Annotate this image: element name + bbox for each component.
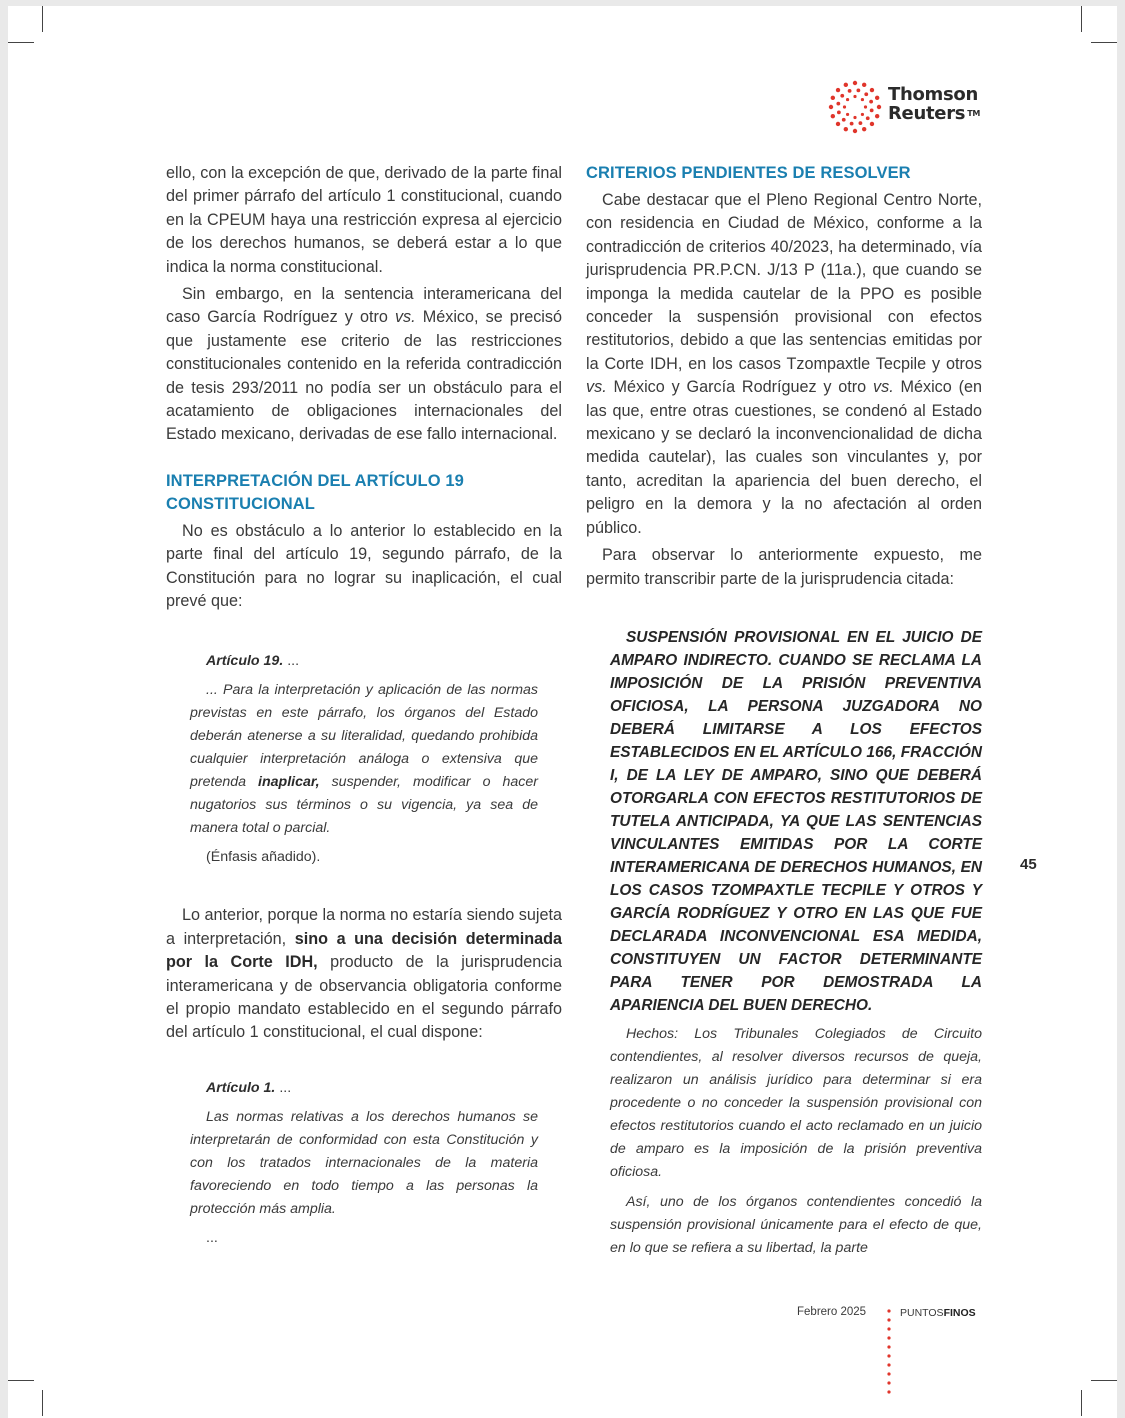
reuters-dots-icon bbox=[828, 80, 882, 134]
logo-dot bbox=[853, 95, 856, 98]
logo-dot bbox=[861, 98, 864, 101]
text-run: suspender, modificar o hacer nugatorios sus términos o su vigencia, ya sea de manera total o parcial. bbox=[190, 773, 539, 837]
logo-dot bbox=[842, 118, 846, 122]
text-run: Sin embargo, en la sentencia interamericana del caso García Rodríguez y otro bbox=[166, 285, 562, 327]
logo-dot bbox=[875, 114, 879, 118]
trademark: TM bbox=[967, 109, 981, 118]
crop-mark bbox=[8, 42, 34, 43]
logo-dot bbox=[877, 105, 881, 109]
divider-dot bbox=[887, 1381, 890, 1384]
text-run: México, se precisó que justamente ese criterio de las restricciones constitucionales contenido en la referida contradicción de tesis 293/2011 no podía ser un obstáculo para el acatamiento de obligaciones internacionales del Estado mexicano, derivadas de ese fallo internacional. bbox=[166, 308, 562, 444]
text-run: México (en las que, entre otras cuestiones, se condenó al Estado mexicano y se declaró la inconvencionalidad de dicha medida cautelar), las cuales son vinculantes y, por tanto, acreditan la apariencia del buen derecho, el peligro en la demora y la no afectación al orden público. bbox=[586, 378, 982, 537]
right-column bbox=[586, 162, 982, 1260]
paragraph: Para observar lo anteriormente expuesto, me permito transcribir parte de la jurisprudencia citada: bbox=[586, 546, 982, 588]
logo-dot bbox=[829, 105, 833, 109]
logo-dot bbox=[844, 83, 848, 87]
divider-dot bbox=[887, 1318, 890, 1321]
logo-dot bbox=[875, 96, 879, 100]
logo-dot bbox=[831, 96, 835, 100]
paragraph bbox=[166, 283, 562, 447]
text-run-italic: vs. bbox=[873, 378, 894, 397]
article-title: Artículo 19. bbox=[206, 652, 284, 669]
ellipsis: ... bbox=[206, 1230, 218, 1247]
footer-brand bbox=[900, 1307, 976, 1319]
divider-dot bbox=[887, 1336, 890, 1339]
jurisprudence-paragraph: Hechos: Los Tribunales Colegiados de Circuito contendientes, al resolver diversos recursos de queja, realizaron un análisis jurídico para determinar si era procedente o no conceder la suspensión provisional con efectos restitutorios cuando el acto reclamado en un juicio de amparo es la imposición de la prisión preventiva oficiosa. bbox=[610, 1025, 982, 1181]
logo-wordmark bbox=[888, 85, 980, 123]
logo-dot bbox=[862, 83, 866, 87]
logo-dot bbox=[864, 105, 867, 108]
logo-dot bbox=[836, 122, 840, 126]
section-heading: CRITERIOS PENDIENTES DE RESOLVER bbox=[586, 164, 911, 182]
logo-dot bbox=[846, 113, 849, 116]
dotted-divider-icon bbox=[886, 1308, 892, 1396]
logo-dot bbox=[837, 111, 841, 115]
bold-emphasis: inaplicar, bbox=[258, 773, 320, 790]
logo-dot bbox=[843, 105, 846, 108]
logo-line-2: Reuters bbox=[888, 103, 966, 124]
text-run: ... Para la interpretación y aplicación de las normas previstas en este párrafo, los órganos del Estado deberán atenerse a su literalidad, quedando prohibida cualquier interpretación análoga o extensiva que pretenda bbox=[190, 681, 538, 790]
crop-mark bbox=[1081, 1390, 1082, 1416]
paragraph: ello, con la excepción de que, derivado de la parte final del primer párrafo del artículo 1 constitucional, cuando en la CPEUM haya una restricción expresa al ejercicio de los derechos humanos, se deberá estar a lo que indica la norma constitucional. bbox=[166, 164, 562, 276]
logo-dot bbox=[864, 92, 868, 96]
logo-dot bbox=[856, 88, 860, 92]
divider-dot bbox=[887, 1372, 890, 1375]
divider-dot bbox=[887, 1309, 890, 1312]
logo-dot bbox=[850, 122, 854, 126]
text-run-italic: vs. bbox=[394, 308, 416, 327]
logo-dot bbox=[853, 81, 857, 85]
crop-mark bbox=[42, 6, 43, 32]
divider-dot bbox=[887, 1345, 890, 1348]
jurisprudence-paragraph: Así, uno de los órganos contendientes concedió la suspensión provisional únicamente para el efecto de que, en lo que se refiera a su libertad, la parte bbox=[610, 1193, 982, 1256]
article-title: Artículo 1. bbox=[206, 1079, 276, 1096]
logo-dot bbox=[862, 127, 866, 131]
logo-dot bbox=[831, 114, 835, 118]
section-heading: INTERPRETACIÓN DEL ARTÍCULO 19 CONSTITUCIONAL bbox=[166, 471, 464, 513]
article-heading bbox=[190, 650, 538, 673]
jurisprudence-title: SUSPENSIÓN PROVISIONAL EN EL JUICIO DE AMPARO INDIRECTO. CUANDO SE RECLAMA LA IMPOSICIÓN DE LA PRISIÓN PREVENTIVA OFICIOSA, LA PERSONA JUZGADORA NO DEBERÁ LIMITARSE A LOS EFECTOS ESTABLECIDOS EN EL ARTÍCULO 166, FRACCIÓN I, DE LA LEY DE AMPARO, SINO QUE DEBERÁ OTORGARLA CON EFECTOS RESTITUTORIOS DE TUTELA ANTICIPADA, YA QUE LAS SENTENCIAS VINCULANTES EMITIDAS POR LA CORTE INTERAMERICANA DE DERECHOS HUMANOS, EN LOS CASOS TZOMPAXTLE TECPILE Y OTROS Y GARCÍA RODRÍGUEZ Y OTRO EN LAS QUE FUE DECLARADA INCONVENCIONAL ESA MEDIDA, CONSTITUYEN UN FACTOR DETERMINANTE PARA TENER POR DEMOSTRADA LA APARIENCIA DEL BUEN DERECHO. bbox=[610, 628, 982, 1014]
text-run: México y García Rodríguez y otro bbox=[606, 378, 873, 397]
logo-line-1: Thomson bbox=[888, 84, 979, 105]
paragraph bbox=[166, 904, 562, 1044]
logo-dot bbox=[846, 98, 849, 101]
logo-dot bbox=[861, 113, 864, 116]
brand-part-bold: FINOS bbox=[943, 1307, 976, 1319]
quote-block-article-19 bbox=[166, 650, 562, 870]
divider-dot bbox=[887, 1363, 890, 1366]
divider-dot bbox=[887, 1354, 890, 1357]
footer-date: Febrero 2025 bbox=[797, 1306, 867, 1318]
thomson-reuters-logo bbox=[828, 80, 988, 136]
logo-dot bbox=[840, 94, 844, 98]
text-run-italic: vs. bbox=[586, 378, 607, 397]
logo-dot bbox=[869, 100, 873, 104]
page-number: 45 bbox=[1020, 856, 1037, 873]
crop-mark bbox=[1091, 1380, 1117, 1381]
crop-mark bbox=[1081, 6, 1082, 32]
left-column bbox=[166, 162, 562, 1250]
logo-dot bbox=[836, 88, 840, 92]
text-run: ... bbox=[283, 652, 300, 669]
logo-dot bbox=[853, 116, 856, 119]
bold-emphasis: sino a una decisión determinada por la Corte IDH, bbox=[166, 929, 562, 972]
logo-dot bbox=[870, 108, 874, 112]
logo-dot bbox=[836, 102, 840, 106]
text-run: producto de la jurisprudencia interamericana y de observancia obligatoria conforme el propio mandato establecido en el segundo párrafo del artículo 1 constitucional, el cual dispone: bbox=[166, 953, 563, 1042]
logo-dot bbox=[853, 129, 857, 133]
article-heading bbox=[190, 1077, 538, 1100]
quote-block-article-1 bbox=[166, 1077, 562, 1251]
logo-dot bbox=[844, 127, 848, 131]
article-body: Las normas relativas a los derechos humanos se interpretarán de conformidad con esta Constitución y con los tratados internacionales de la materia favoreciendo en todo tiempo a las personas la protección más amplia. bbox=[190, 1108, 538, 1218]
crop-mark bbox=[1091, 42, 1117, 43]
text-run: ... bbox=[275, 1079, 292, 1096]
paragraph bbox=[586, 189, 982, 540]
text-run: Cabe destacar que el Pleno Regional Centro Norte, con residencia en Ciudad de México, conforme a la contradicción de criterios 40/2023, ha determinado, vía jurisprudencia PR.P.CN. J/13 P (11a.), que cuando se imponga la medida cautelar de la PPO es posible conceder la suspensión provisional con efectos restitutorios, debido a que las sentencias emitidas por la Corte IDH, en los casos Tzompaxtle Tecpile y otros bbox=[586, 191, 982, 373]
logo-dot bbox=[866, 116, 870, 120]
logo-dot bbox=[859, 121, 863, 125]
text-run: Lo anterior, porque la norma no estaría siendo sujeta a interpretación, bbox=[166, 906, 562, 948]
logo-dot bbox=[848, 89, 852, 93]
article-body bbox=[190, 679, 538, 841]
divider-dot bbox=[887, 1327, 890, 1330]
brand-part: PUNTOS bbox=[900, 1307, 944, 1319]
crop-mark bbox=[42, 1390, 43, 1416]
paragraph: No es obstáculo a lo anterior lo establecido en la parte final del artículo 19, segundo párrafo, de la Constitución para no lograr su inaplicación, el cual prevé que: bbox=[166, 521, 562, 611]
emphasis-note: (Énfasis añadido). bbox=[206, 849, 321, 866]
logo-dot bbox=[870, 122, 874, 126]
logo-dot bbox=[870, 88, 874, 92]
logo-line-2-wrap bbox=[888, 104, 980, 123]
divider-dot bbox=[887, 1390, 890, 1393]
crop-mark bbox=[8, 1380, 34, 1381]
